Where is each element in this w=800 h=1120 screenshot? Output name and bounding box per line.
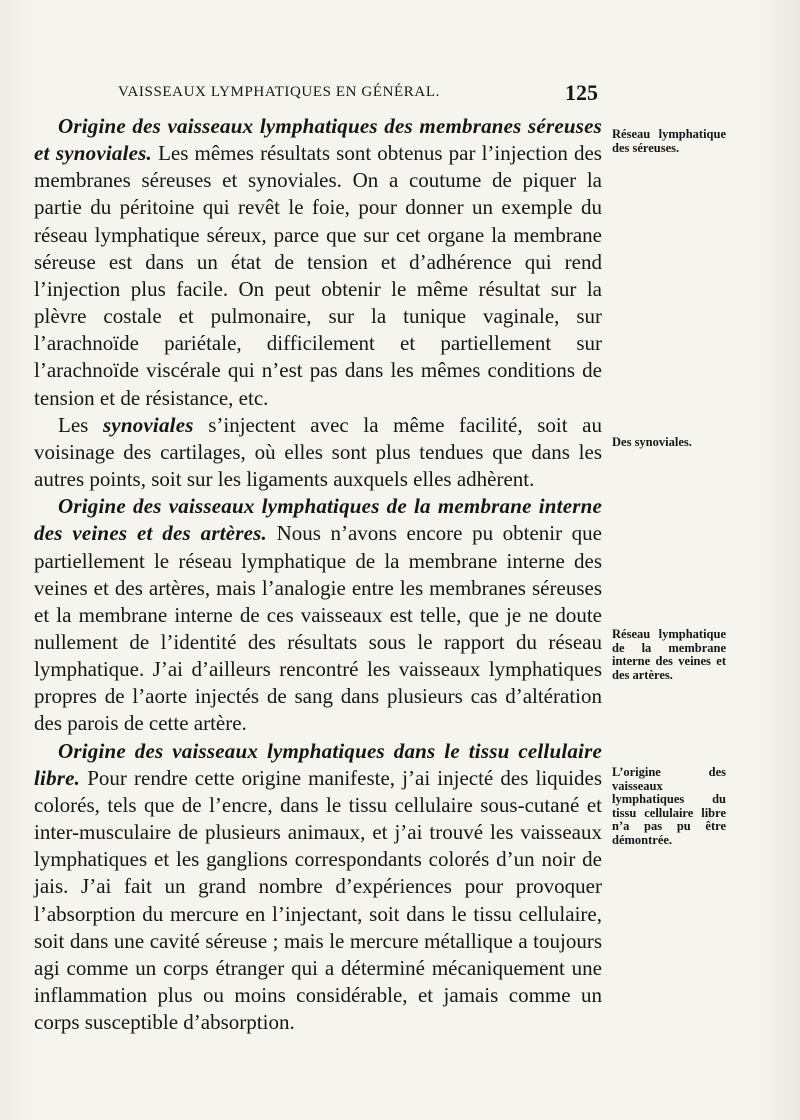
running-title: VAISSEAUX LYMPHATIQUES EN GÉNÉRAL. bbox=[118, 84, 440, 100]
margin-note-serous-network: Réseau lymphatique des séreuses. bbox=[612, 127, 726, 155]
margin-note-cellular-tissue: L’origine des vaisseaux lymphatiques du tissu cellulaire libre n’a pas pu être démontrée. bbox=[612, 765, 726, 847]
paragraph-lead: Les bbox=[58, 412, 103, 437]
margin-note-vessel-network: Réseau lymphatique de la membrane interne des veines et des artères. bbox=[612, 627, 726, 682]
section-heading-serous: Origine des vaisseaux lymphatiques des membranes séreuses et synoviales. bbox=[34, 114, 602, 166]
section-heading-cellular-tissue: Origine des vaisseaux lymphatiques dans le tissu cellulaire libre. bbox=[34, 738, 602, 790]
paragraph-text: Les mêmes résultats sont obtenus par l’injection des membranes séreuses et synoviales. On a coutume de piquer la partie du péritoine qui revêt le foie, pour donner un exemple du réseau lymphatique séreux, parce que sur cet organe la membrane séreuse est dans un état de tension et d’adhérence qui rend l’injection plus facile. On peut obtenir le même résultat sur la plèvre costale et pulmonaire, sur la tunique vaginale, sur l’arachnoïde pariétale, difficilement et partiellement sur l’arachnoïde viscérale qui n’est pas dans les mêmes conditions de tension et de résistance, etc. bbox=[34, 141, 602, 410]
margin-note-synovial: Des synoviales. bbox=[612, 435, 692, 449]
italic-term-synoviales: synoviales bbox=[102, 412, 194, 437]
paragraph-text: Pour rendre cette origine manifeste, j’ai injecté des liquides colorés, tels que de l’encre, dans le tissu cellulaire sous-cutané et inter-musculaire de plusieurs animaux, et j’ai trouvé les vaisseaux lymphatiques et les ganglions correspondants colorés d’un noir de jais. J’ai fait un grand nombre d’expériences pour provoquer l’absorption du mercure en l’injectant, soit dans le tissu cellulaire, soit dans une cavité séreuse ; mais le mercure métallique a toujours agi comme un corps étranger qui a déterminé mécaniquement une inflammation plus ou moins considérable, et jamais comme un corps susceptible d’absorption. bbox=[34, 765, 602, 1035]
paragraph-text: Nous n’avons encore pu obtenir que partiellement le réseau lymphatique de la membrane interne des veines et des artères, mais l’analogie entre les membranes séreuses et la membrane interne de ces vaisseaux est telle, que je ne doute nullement de l’identité des résultats sous le rapport du réseau lymphatique. J’ai d’ailleurs rencontré les vaisseaux lymphatiques propres de l’aorte injectés de sang dans plusieurs cas d’altération des parois de cette artère. bbox=[34, 521, 603, 736]
section-heading-vessels: Origine des vaisseaux lymphatiques de la membrane interne des veines et des artères. bbox=[34, 494, 602, 546]
paragraph-text: s’injectent avec la même facilité, soit au voisinage des cartilages, où elles sont plus tendues que dans les autres points, soit sur les ligaments auxquels elles adhèrent. bbox=[34, 412, 602, 492]
page-number: 125 bbox=[565, 80, 598, 105]
